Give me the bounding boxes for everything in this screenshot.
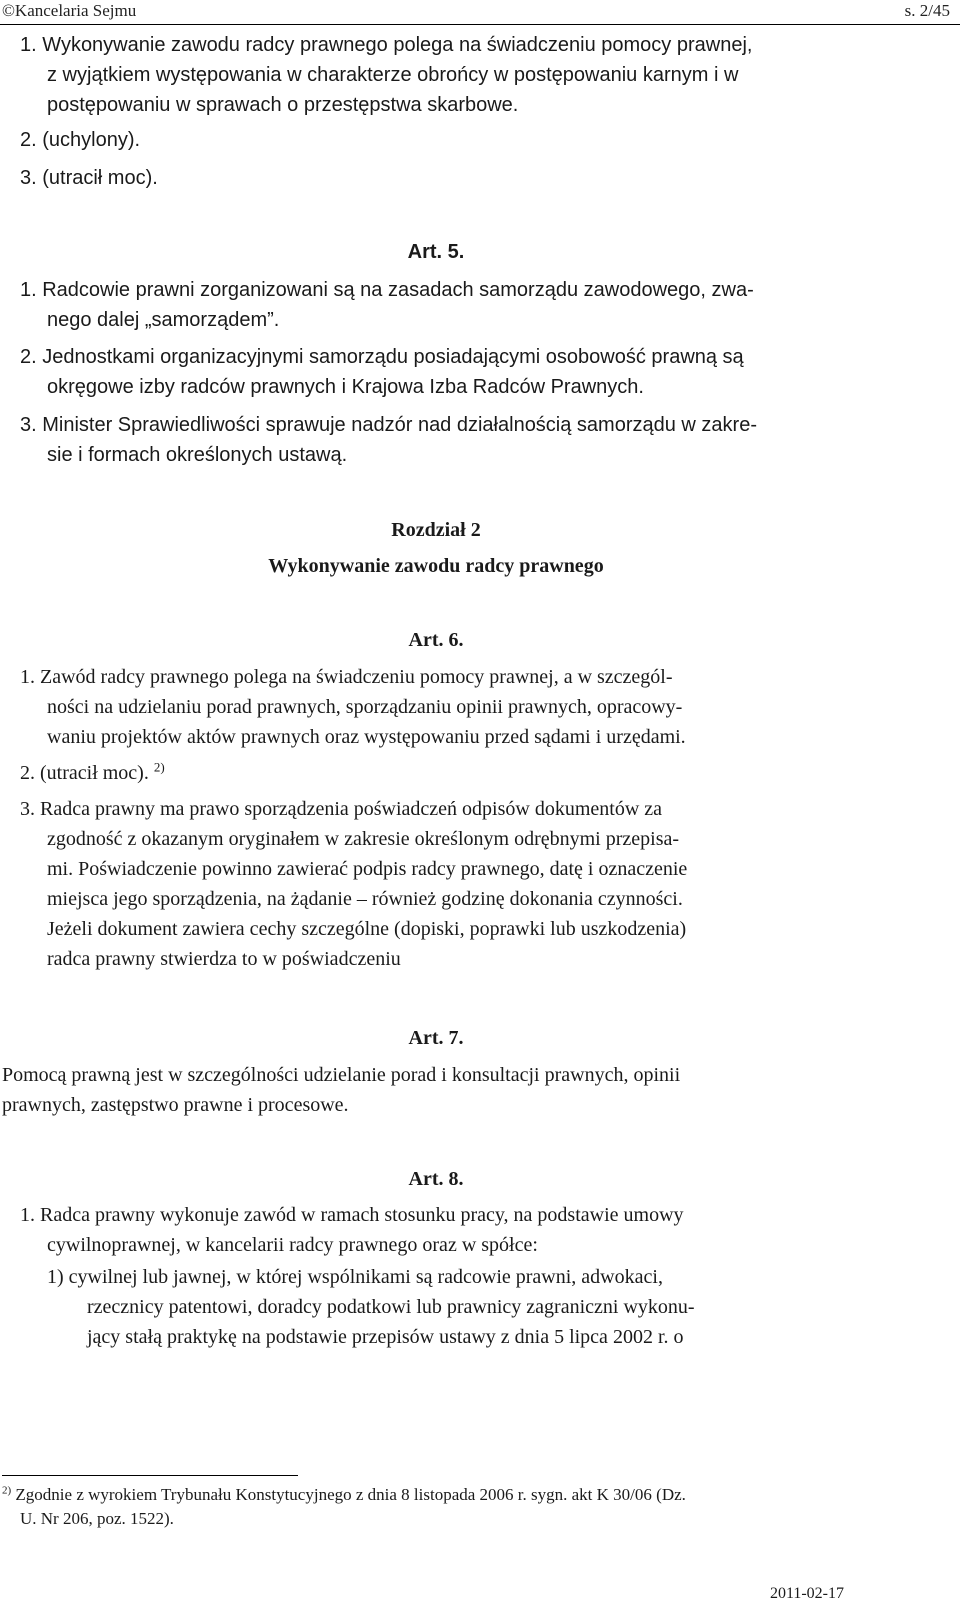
art6-p3-line-3: mi. Poświadczenie powinno zawierać podpis radcy prawnego, datę i oznaczenie [47, 858, 688, 880]
art4-p1-line-2: z wyjątkiem występowania w charakterze obrońcy w postępowaniu karnym i w [47, 64, 739, 86]
art4-para-2: 2. (uchylony). [20, 129, 141, 151]
art8-i1-line-3: jący stałą praktykę na podstawie przepisów ustawy z dnia 5 lipca 2002 r. o [87, 1326, 684, 1348]
footnote-mark: 2) [2, 1484, 12, 1497]
art4-para-3: 3. (utracił moc). [20, 167, 158, 189]
art6-p1-line-3: waniu projektów aktów prawnych oraz występowaniu przed sądami i urzędami. [47, 726, 686, 748]
art6-p1-line-1: 1. Zawód radcy prawnego polega na świadczeniu pomocy prawnej, a w szczegól- [20, 666, 673, 688]
art5-para-2 [20, 342, 866, 402]
art6-p3-line-2: zgodność z okazanym oryginałem w zakresie określonym odrębnymi przepisa- [47, 828, 680, 850]
art8-item-1 [47, 1262, 866, 1352]
header-left: ©Kancelaria Sejmu [2, 1, 137, 20]
chapter-title: Rozdział 2 [391, 519, 481, 541]
chapter-subtitle: Wykonywanie zawodu radcy prawnego [268, 555, 604, 577]
art6-p2-text: 2. (utracił moc). [20, 762, 149, 784]
footnote-ref[interactable]: 2) [153, 759, 165, 775]
footnote-line-2: U. Nr 206, poz. 1522). [20, 1509, 174, 1528]
art5-p1-line-2: nego dalej „samorządem”. [47, 309, 280, 331]
footnote [2, 1483, 844, 1531]
art6-para-3 [20, 794, 866, 974]
art8-p1-line-2: cywilnoprawnej, w kancelarii radcy prawnego oraz w spółce: [47, 1234, 538, 1256]
art6-p1-line-2: ności na udzielaniu porad prawnych, sporządzaniu opinii prawnych, opracowy- [47, 696, 683, 718]
art8-para-1 [20, 1200, 866, 1260]
footer-date: 2011-02-17 [769, 1585, 844, 1602]
art7-line-1: Pomocą prawną jest w szczególności udzielanie porad i konsultacji prawnych, opinii [2, 1064, 681, 1086]
art6-para-2 [20, 758, 866, 788]
art6-para-1 [20, 662, 866, 752]
art6-p3-line-1: 3. Radca prawny ma prawo sporządzenia poświadczeń odpisów dokumentów za [20, 798, 663, 820]
art8-i1-line-1: 1) cywilnej lub jawnej, w której wspólnikami są radcowie prawni, adwokaci, [47, 1266, 663, 1288]
footnote-text-1: Zgodnie z wyrokiem Trybunału Konstytucyjnego z dnia 8 listopada 2006 r. sygn. akt K 30/06 (Dz. [15, 1485, 686, 1504]
art6-heading: Art. 6. [408, 629, 464, 651]
art7-line-2: prawnych, zastępstwo prawne i procesowe. [2, 1094, 349, 1116]
art6-p3-line-6: radca prawny stwierdza to w poświadczeniu [47, 948, 401, 970]
footnote-line-1 [2, 1483, 844, 1507]
art5-p3-line-1: 3. Minister Sprawiedliwości sprawuje nadzór nad działalnością samorządu w zakre- [20, 414, 757, 436]
art7-heading: Art. 7. [408, 1027, 464, 1049]
art4-p1-line-3: postępowaniu w sprawach o przestępstwa skarbowe. [47, 94, 519, 116]
art5-p1-line-1: 1. Radcowie prawni zorganizowani są na zasadach samorządu zawodowego, zwa- [20, 279, 754, 301]
art5-para-3 [20, 410, 866, 470]
art6-p3-line-5: Jeżeli dokument zawiera cechy szczególne (dopiski, poprawki lub uszkodzenia) [47, 918, 687, 940]
art7-para [2, 1060, 866, 1120]
art8-p1-line-1: 1. Radca prawny wykonuje zawód w ramach stosunku pracy, na podstawie umowy [20, 1204, 684, 1226]
art5-p2-line-2: okręgowe izby radców prawnych i Krajowa Izba Radców Prawnych. [47, 376, 644, 398]
art5-heading: Art. 5. [407, 241, 465, 263]
page-number: s. 2/45 [904, 1, 950, 20]
footnote-rule [2, 1475, 298, 1476]
art8-heading: Art. 8. [408, 1168, 464, 1190]
art4-para-1 [20, 30, 866, 120]
art5-p3-line-2: sie i formach określonych ustawą. [47, 444, 348, 466]
art5-para-1 [20, 275, 866, 335]
art8-i1-line-2: rzecznicy patentowi, doradcy podatkowi lub prawnicy zagraniczni wykonu- [87, 1296, 695, 1318]
art5-p2-line-1: 2. Jednostkami organizacyjnymi samorządu posiadającymi osobowość prawną są [20, 346, 744, 368]
art6-p3-line-4: miejsca jego sporządzenia, na żądanie – również godzinę dokonania czynności. [47, 888, 683, 910]
header-rule [0, 24, 960, 25]
art4-p1-line-1: 1. Wykonywanie zawodu radcy prawnego polega na świadczeniu pomocy prawnej, [20, 34, 753, 56]
